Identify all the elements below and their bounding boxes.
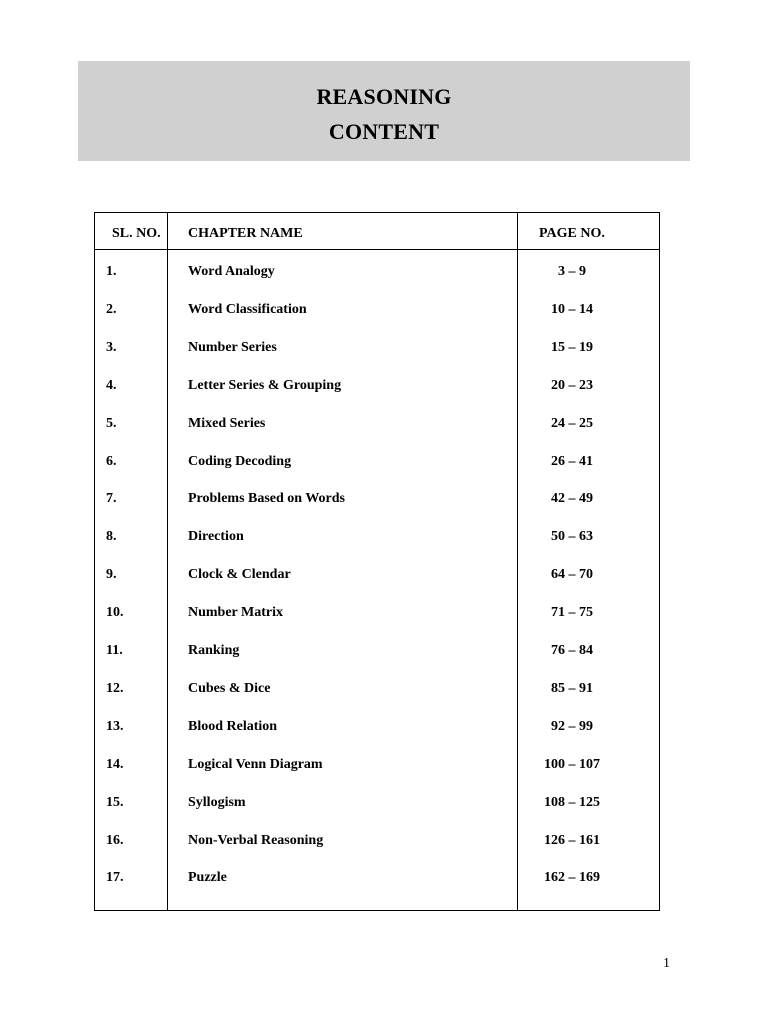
- row-chapter-name: Puzzle: [188, 870, 227, 886]
- table-row: [95, 454, 659, 474]
- row-sl-no: 6.: [106, 453, 117, 469]
- row-chapter-name: Letter Series & Grouping: [188, 377, 342, 393]
- row-chapter-name: Direction: [188, 529, 244, 545]
- table-row: [95, 264, 659, 284]
- table-row: [95, 529, 659, 549]
- page-number: 1: [663, 956, 670, 971]
- table-row: [95, 681, 659, 701]
- row-chapter-name: Mixed Series: [188, 415, 266, 431]
- row-page-range: 108 – 125: [544, 794, 600, 810]
- row-sl-no: 8.: [106, 529, 117, 545]
- row-sl-no: 16.: [106, 832, 124, 848]
- table-row: [95, 719, 659, 739]
- row-chapter-name: Syllogism: [188, 794, 246, 810]
- column-header-sl-no: SL. NO.: [112, 226, 161, 241]
- row-chapter-name: Ranking: [188, 643, 240, 658]
- table-row: [95, 491, 659, 511]
- contents-table: [94, 212, 660, 911]
- row-sl-no: 2.: [106, 301, 117, 317]
- row-chapter-name: Number Matrix: [188, 605, 283, 621]
- row-sl-no: 10.: [106, 605, 124, 621]
- row-page-range: 50 – 63: [551, 529, 593, 545]
- row-sl-no: 5.: [106, 415, 117, 431]
- row-page-range: 10 – 14: [551, 301, 593, 317]
- row-sl-no: 17.: [106, 870, 124, 886]
- row-sl-no: 13.: [106, 718, 124, 734]
- table-row: [95, 833, 659, 853]
- table-row: [95, 416, 659, 436]
- row-page-range: 76 – 84: [551, 643, 593, 658]
- row-sl-no: 9.: [106, 567, 117, 583]
- row-sl-no: 4.: [106, 377, 117, 393]
- row-page-range: 71 – 75: [551, 605, 593, 621]
- row-sl-no: 1.: [106, 264, 117, 279]
- row-page-range: 15 – 19: [551, 339, 593, 355]
- row-page-range: 92 – 99: [551, 718, 593, 734]
- row-chapter-name: Logical Venn Diagram: [188, 756, 323, 772]
- header-divider: [95, 249, 659, 250]
- table-row: [95, 567, 659, 587]
- row-sl-no: 11.: [106, 643, 123, 658]
- page-subtitle: CONTENT: [328, 119, 440, 144]
- row-page-range: 3 – 9: [558, 264, 586, 279]
- table-row: [95, 870, 659, 890]
- row-page-range: 24 – 25: [551, 415, 593, 431]
- row-page-range: 64 – 70: [551, 567, 593, 583]
- table-row: [95, 378, 659, 398]
- row-chapter-name: Coding Decoding: [188, 453, 292, 469]
- row-page-range: 20 – 23: [551, 377, 593, 393]
- row-chapter-name: Problems Based on Words: [188, 491, 346, 507]
- row-page-range: 100 – 107: [544, 756, 600, 772]
- row-chapter-name: Clock & Clendar: [188, 567, 291, 583]
- title-banner: [78, 61, 690, 161]
- table-row: [95, 302, 659, 322]
- table-row: [95, 795, 659, 815]
- row-page-range: 162 – 169: [544, 870, 600, 886]
- row-page-range: 126 – 161: [544, 832, 600, 848]
- row-page-range: 26 – 41: [551, 453, 593, 469]
- row-sl-no: 12.: [106, 680, 124, 696]
- row-page-range: 42 – 49: [551, 491, 593, 507]
- column-header-chapter-name: CHAPTER NAME: [188, 226, 303, 241]
- row-sl-no: 7.: [106, 491, 117, 507]
- page-title: REASONING: [316, 84, 452, 109]
- row-sl-no: 14.: [106, 756, 124, 772]
- row-sl-no: 15.: [106, 794, 124, 810]
- row-chapter-name: Cubes & Dice: [188, 680, 271, 696]
- table-row: [95, 643, 659, 663]
- row-chapter-name: Non-Verbal Reasoning: [188, 832, 324, 848]
- column-header-page-no: PAGE NO.: [539, 226, 605, 241]
- row-chapter-name: Word Analogy: [188, 264, 275, 279]
- table-row: [95, 757, 659, 777]
- row-chapter-name: Blood Relation: [188, 718, 278, 734]
- table-row: [95, 340, 659, 360]
- row-chapter-name: Number Series: [188, 339, 277, 355]
- row-page-range: 85 – 91: [551, 680, 593, 696]
- row-chapter-name: Word Classification: [188, 301, 307, 317]
- row-sl-no: 3.: [106, 339, 117, 355]
- table-row: [95, 605, 659, 625]
